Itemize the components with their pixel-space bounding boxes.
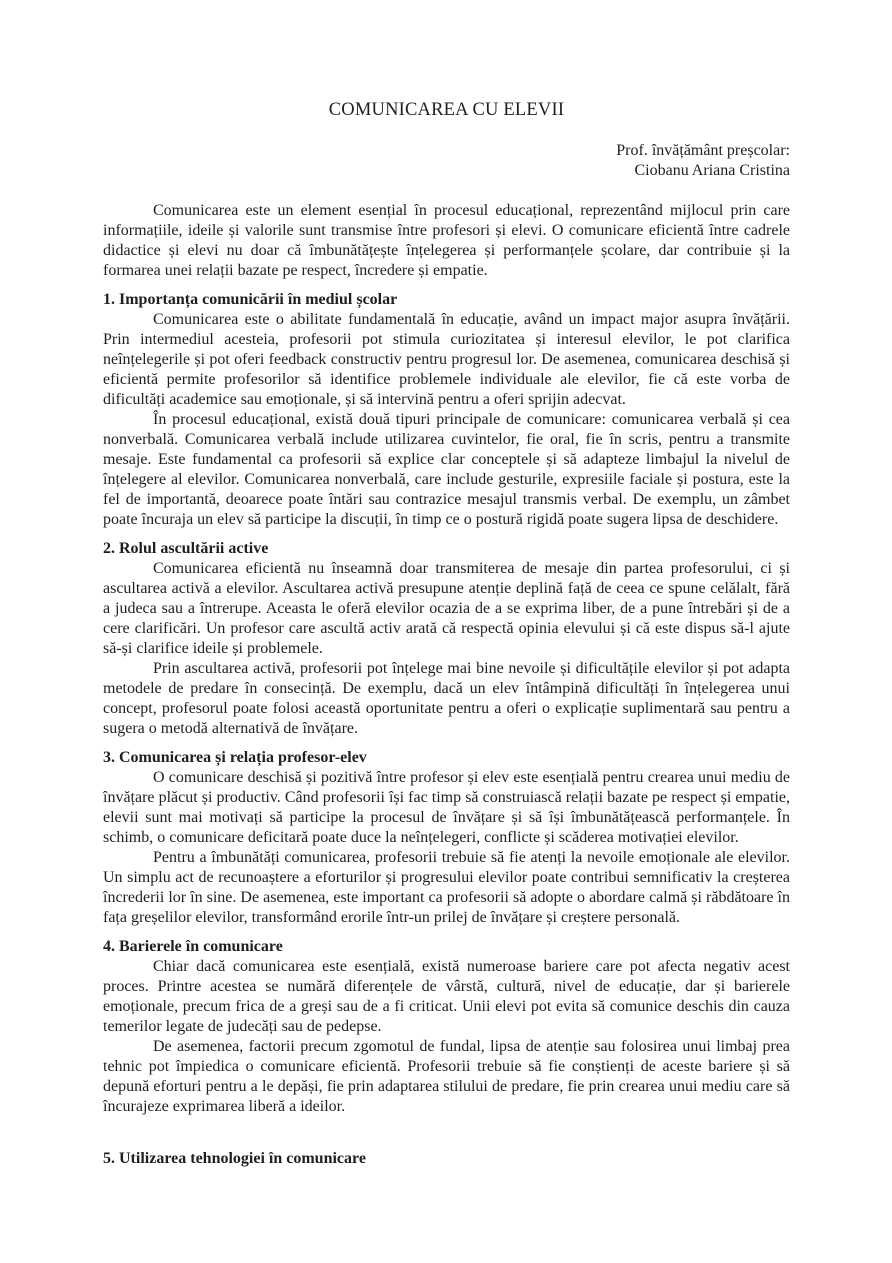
section-4-paragraph-2: De asemenea, factorii precum zgomotul de fundal, lipsa de atenție sau folosirea unui limbaj prea tehnic pot împiedica o comunicare eficientă. Profesorii trebuie să fie conștienți de aceste bariere și să depună eforturi pentru a le depăși, fie prin adaptarea stilului de predare, fie prin crearea unui mediu care să încurajeze exprimarea liberă a ideilor. <box>103 1038 790 1115</box>
section-3-heading: 3. Comunicarea și relația profesor-elev <box>103 749 367 766</box>
author-name: Ciobanu Ariana Cristina <box>634 162 790 179</box>
section-1-paragraph-2: În procesul educațional, există două tipuri principale de comunicare: comunicarea verbală și cea nonverbală. Comunicarea verbală include utilizarea cuvintelor, fie oral, fie în scris, pentru a transmite mesaje. Este fundamental ca profesorii să explice clar conceptele și să adapteze limbajul la nivelul de înțelegere al elevilor. Comunicarea nonverbală, care include gesturile, expresiile faciale și postura, este la fel de importantă, deoarece poate întări sau contrazice mesajul transmis verbal. De exemplu, un zâmbet poate încuraja un elev să participe la discuții, în timp ce o postură rigidă poate sugera lipsa de deschidere. <box>103 411 790 528</box>
section-4-heading: 4. Barierele în comunicare <box>103 938 283 955</box>
section-1-heading: 1. Importanța comunicării în mediul școlar <box>103 291 398 308</box>
section-2-paragraph-1: Comunicarea eficientă nu înseamnă doar transmiterea de mesaje din partea profesorului, ci și ascultarea activă a elevilor. Ascultarea activă presupune atenție deplină față de ceea ce spune celălalt, fără a judeca sau a întrerupe. Aceasta le oferă elevilor ocazia de a se exprima liber, de a pune întrebări și de a cere clarificări. Un profesor care ascultă activ arată că respectă opinia elevului și că este dispus să-l ajute să-și clarifice ideile și problemele. <box>103 560 790 657</box>
author-block <box>103 141 790 181</box>
document-title: COMUNICAREA CU ELEVII <box>328 100 565 120</box>
section-3-paragraph-2: Pentru a îmbunătăți comunicarea, profesorii trebuie să fie atenți la nevoile emoționale ale elevilor. Un simplu act de recunoaștere a eforturilor și progresului elevilor poate contribui semnificativ la creșterea încrederii lor în sine. De asemenea, este important ca profesorii să adopte o abordare calmă și răbdătoare în fața greșelilor elevilor, transformând erorile într-un prilej de învățare și creștere personală. <box>103 849 790 926</box>
section-relatia-profesor-elev <box>103 748 790 928</box>
section-2-heading: 2. Rolul ascultării active <box>103 540 269 557</box>
section-utilizarea-tehnologiei <box>103 1149 790 1169</box>
section-bariere-comunicare <box>103 937 790 1117</box>
author-role: Prof. învățământ preșcolar: <box>616 142 790 159</box>
section-3-paragraph-1: O comunicare deschisă și pozitivă între profesor și elev este esențială pentru crearea unui mediu de învățare plăcut și productiv. Când profesorii își fac timp să construiască relații bazate pe respect și empatie, elevii sunt mai motivați să participe la procesul de învățare și să își îmbunătățească performanțele. În schimb, o comunicare deficitară poate duce la neînțelegeri, conflicte și scăderea motivației elevilor. <box>103 769 790 846</box>
section-5-heading: 5. Utilizarea tehnologiei în comunicare <box>103 1150 366 1167</box>
section-rolul-ascultarii <box>103 539 790 739</box>
section-1-paragraph-1: Comunicarea este o abilitate fundamentală în educație, având un impact major asupra învățării. Prin intermediul acesteia, profesorii pot stimula curiozitatea și interesul elevilor, le pot clarifica neînțelegerile și pot oferi feedback constructiv pentru progresul lor. De asemenea, comunicarea deschisă și eficientă permite profesorilor să identifice problemele individuale ale elevilor, fie că este vorba de dificultăți academice sau emoționale, și să intervină pentru a oferi sprijin adecvat. <box>103 311 790 408</box>
intro-paragraph: Comunicarea este un element esențial în procesul educațional, reprezentând mijlocul prin care informațiile, ideile și valorile sunt transmise între profesori și elevi. O comunicare eficientă între cadrele didactice și elevi nu doar că îmbunătățește înțelegerea și performanțele școlare, dar contribuie și la formarea unei relații bazate pe respect, încredere și empatie. <box>103 202 790 279</box>
section-importanta-comunicarii <box>103 290 790 530</box>
section-2-paragraph-2: Prin ascultarea activă, profesorii pot înțelege mai bine nevoile și dificultățile elevilor și pot adapta metodele de predare în consecință. De exemplu, dacă un elev întâmpină dificultăți în înțelegerea unui concept, profesorul poate folosi această oportunitate pentru a oferi o explicație suplimentară sau pentru a sugera o metodă alternativă de învățare. <box>103 660 790 737</box>
section-4-paragraph-1: Chiar dacă comunicarea este esențială, există numeroase bariere care pot afecta negativ acest proces. Printre acestea se numără diferențele de vârstă, cultură, nivel de educație, dar și barierele emoționale, precum frica de a greși sau de a fi criticat. Unii elevi pot evita să comunice deschis din cauza temerilor legate de judecăți sau de pedepse. <box>103 958 790 1035</box>
